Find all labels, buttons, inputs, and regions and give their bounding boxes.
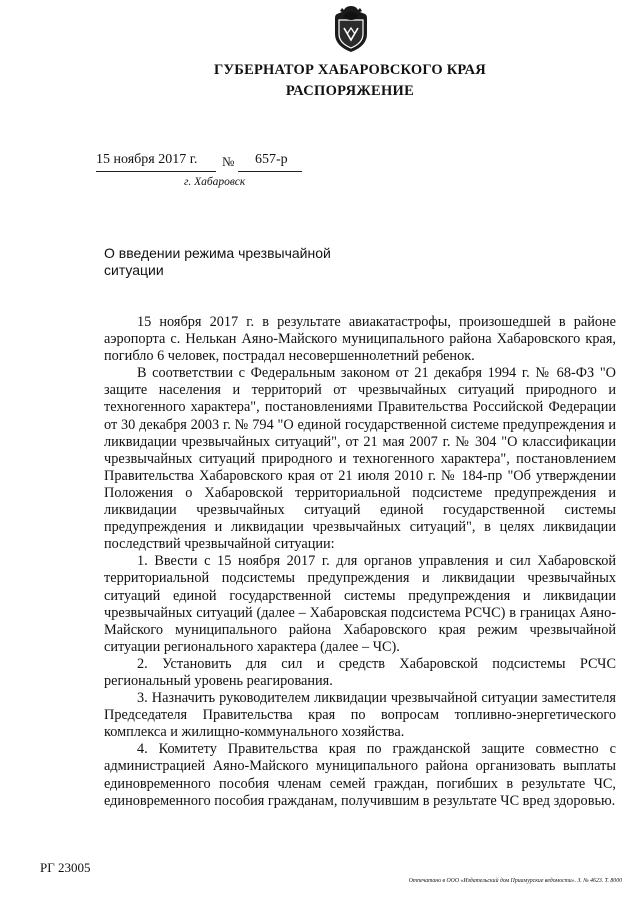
paragraph-item-4: 4. Комитету Правительства края по гражданской защите совместно с администрацией Аяно-Майского муниципального района организовать выплаты единовременного пособия членам семей граждан, погибших в результате ЧС, единовременного пособия гражданам, получившим в результате ЧС вред здоровью. xyxy=(104,741,616,809)
number-underline xyxy=(238,171,302,172)
printer-imprint: Отпечатано в ООО «Издательский дом Приамурские ведомости». З. № 4623. Т. 8000 xyxy=(408,878,622,884)
issuer-title: ГУБЕРНАТОР ХАБАРОВСКОГО КРАЯ xyxy=(214,62,486,78)
document-date: 15 ноября 2017 г. xyxy=(96,152,198,167)
document-body xyxy=(104,314,616,810)
paragraph-item-1: 1. Ввести с 15 ноября 2017 г. для органов управления и сил Хабаровской территориальной подсистемы предупреждения и ликвидации чрезвычайных ситуаций единой государственной системы предупреждения и ликвидации чрезвычайных ситуаций (далее – Хабаровская подсистема РСЧС) в границах Аяно-Майского муниципального района Хабаровского края режим чрезвычайной ситуации регионального характера (далее – ЧС). xyxy=(104,553,616,655)
document-subject: О введении режима чрезвычайной ситуации xyxy=(104,245,331,278)
date-underline xyxy=(96,171,216,172)
document-type: РАСПОРЯЖЕНИЕ xyxy=(285,83,415,99)
paragraph-item-2: 2. Установить для сил и средств Хабаровской подсистемы РСЧС региональный уровень реагирования. xyxy=(104,655,616,689)
number-sign: № xyxy=(222,154,235,169)
document-number: 657-р xyxy=(255,152,288,167)
issue-city: г. Хабаровск xyxy=(184,176,246,188)
paragraph-item-3: 3. Назначить руководителем ликвидации чрезвычайной ситуации заместителя Председателя Правительства края по вопросам топливно-энергетического комплекса и жилищно-коммунального хозяйства. xyxy=(104,690,616,741)
paragraph-incident: 15 ноября 2017 г. в результате авиакатастрофы, произошедшей в районе аэропорта с. Нелькан Аяно-Майского муниципального района Хабаровского края, погибло 6 человек, пострадал несовершеннолетний ребенок. xyxy=(104,314,616,365)
coat-of-arms-icon xyxy=(331,4,371,54)
paragraph-legal-basis: В соответствии с Федеральным законом от 21 декабря 1994 г. № 68-ФЗ "О защите населения и территорий от чрезвычайных ситуаций природного и техногенного характера", постановлениями Правительства Российской Федерации от 30 декабря 2003 г. № 794 "О единой государственной системе предупреждения и ликвидации чрезвычайных ситуаций", от 21 мая 2007 г. № 304 "О классификации чрезвычайных ситуаций природного и техногенного характера", постановлением Правительства Хабаровского края от 21 июля 2010 г. № 184-пр "Об утверждении Положения о Хабаровской территориальной подсистеме предупреждения и ликвидации чрезвычайных ситуаций единой государственной системы предупреждения и ликвидации чрезвычайных ситуаций", в целях ликвидации последствий чрезвычайной ситуации: xyxy=(104,365,616,553)
form-code: РГ 23005 xyxy=(40,860,91,875)
